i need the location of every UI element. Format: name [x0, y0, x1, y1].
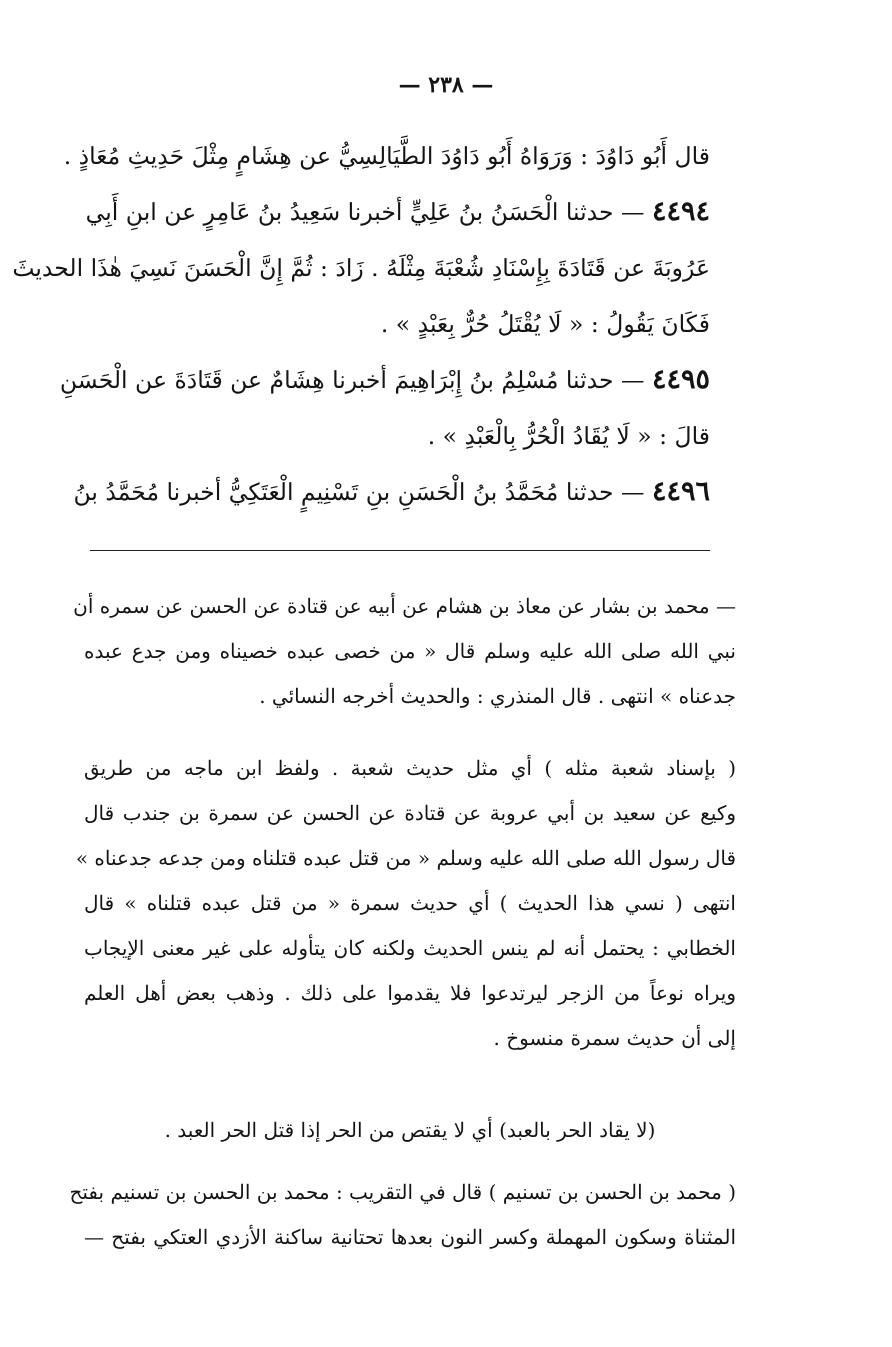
text-line: قالَ : « لَا يُقَادُ الْحُرُّ بِالْعَبْدِ » . [427, 422, 710, 450]
commentary-line: قال رسول الله صلى الله عليه وسلم « من قتل عبده قتلناه ومن جدعه جدعناه » [75, 846, 736, 870]
hadith-number: ٤٤٩٦ [651, 476, 710, 507]
commentary-line: المثناة وسكون المهملة وكسر النون بعدها تحتانية ساكنة الأزدي العتكي بفتح — [84, 1225, 737, 1249]
hadith-number: ٤٤٩٥ [651, 364, 710, 395]
commentary-line: — محمد بن بشار عن معاذ بن هشام عن أبيه عن قتادة عن الحسن عن سمره أن [73, 594, 736, 618]
commentary-line: جدعناه » انتهى . قال المنذري : والحديث أخرجه النسائي . [259, 684, 736, 708]
text-line: ٤٤٩٦ — حدثنا مُحَمَّدُ بنُ الْحَسَنِ بنِ تَسْنِيمٍ الْعَتَكِيُّ أخبرنا مُحَمَّدُ بنُ [73, 476, 710, 507]
commentary-line: نبي الله صلى الله عليه وسلم قال « من خصى عبده خصيناه ومن جدع عبده [84, 639, 736, 663]
footnote-divider [90, 550, 710, 551]
commentary-line: إلى أن حديث سمرة منسوخ . [493, 1026, 736, 1050]
hadith-text [12, 128, 710, 520]
commentary-paragraph [69, 1170, 737, 1260]
text-line: قال أَبُو دَاوُدَ : وَرَوَاهُ أَبُو دَاوُدَ الطَّيَالِسِيُّ عن هِشَامٍ مِثْلَ حَدِيثِ مُعَاذٍ . [63, 142, 710, 170]
text-line: فَكَانَ يَقُولُ : « لَا يُقْتَلُ حُرٌّ بِعَبْدٍ » . [380, 310, 710, 338]
text-line: ٤٤٩٥ — حدثنا مُسْلِمُ بنُ إِبْرَاهِيمَ أخبرنا هِشَامٌ عن قَتَادَةَ عن الْحَسَنِ [59, 364, 710, 395]
commentary-line: (لا يقاد الحر بالعبد) أي لا يقتص من الحر إذا قتل الحر العبد . [164, 1118, 656, 1142]
commentary-line: ( محمد بن الحسن بن تسنيم ) قال في التقريب : محمد بن الحسن بن تسنيم بفتح [69, 1180, 736, 1204]
text-line: عَرُوبَةَ عن قَتَادَةَ بِإِسْنَادِ شُعْبَةَ مِثْلَهُ . زَادَ : ثُمَّ إِنَّ الْحَسَنَ نَسِيَ هٰذَا الحديثَ [12, 254, 710, 282]
text-line: ٤٤٩٤ — حدثنا الْحَسَنُ بنُ عَلِيٍّ أخبرنا سَعِيدُ بنُ عَامِرٍ عن ابنِ أَبِي [85, 196, 710, 227]
hadith-number: ٤٤٩٤ [651, 196, 710, 227]
commentary-line: ويراه نوعاً من الزجر ليرتدعوا فلا يقدموا على ذلك . وذهب بعض أهل العلم [84, 981, 736, 1005]
commentary-paragraph [73, 584, 736, 719]
commentary-line: وكيع عن سعيد بن أبي عروبة عن قتادة عن الحسن عن سمرة بن جندب قال [84, 801, 736, 825]
page-number: — ٢٣٨ — [398, 72, 494, 98]
commentary-line: ( بإسناد شعبة مثله ) أي مثل حديث شعبة . ولفظ ابن ماجه من طريق [84, 756, 736, 780]
commentary-line: الخطابي : يحتمل أنه لم ينس الحديث ولكنه كان يتأوله على غير معنى الإيجاب [84, 936, 736, 960]
commentary-paragraph [75, 746, 736, 1061]
commentary-line: انتهى ( نسي هذا الحديث ) أي حديث سمرة « من قتل عبده قتلناه » قال [84, 891, 736, 915]
commentary-paragraph [84, 1108, 736, 1153]
